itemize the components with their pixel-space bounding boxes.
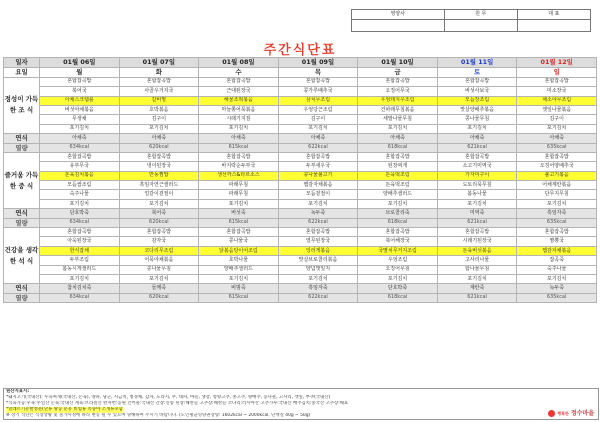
dessert-cell: 아채죽 <box>119 134 199 143</box>
dish-row <box>4 115 597 124</box>
dish-cell: 짬뽕국 <box>517 237 597 246</box>
dish-cell: 숙주나물 <box>517 265 597 274</box>
dessert-cell: 녹두죽 <box>278 209 358 218</box>
dish-cell: 돈육버섯볶음 <box>437 246 517 255</box>
dish-cell: 혼합잡곡밥 <box>40 228 120 237</box>
dish-cell: 건파래무침볶음 <box>358 105 438 114</box>
dish-cell: 함나물무침 <box>437 265 517 274</box>
dish-cell: 포기김치 <box>40 274 120 283</box>
dish-cell: 바지락순두부국 <box>199 162 279 171</box>
dish-cell: 잡곡죽 <box>517 256 597 265</box>
dish-row <box>4 199 597 208</box>
dish-cell: 포기김치 <box>40 199 120 208</box>
dessert-cell: 아채죽 <box>278 134 358 143</box>
dish-cell: 어묵야채볶음 <box>119 256 199 265</box>
dessert-cell: 녹두죽 <box>517 284 597 293</box>
dish-cell: 양배추샐러드 <box>199 265 279 274</box>
dessert-cell: 들깨죽 <box>119 284 199 293</box>
dish-cell: 한식잡채 <box>40 246 120 255</box>
dish-cell: 혼합잡곡밥 <box>437 152 517 161</box>
dish-cell: 포기김치 <box>199 199 279 208</box>
dessert-cell: 단호박죽 <box>40 209 120 218</box>
dish-cell: 혼합잡곡밥 <box>199 77 279 86</box>
kcal-cell: 634kcal <box>40 293 120 302</box>
dish-cell: 무생채 <box>40 115 120 124</box>
dish-row <box>4 228 597 237</box>
dish-cell: 마늘쫑어묵볶음 <box>199 105 279 114</box>
dish-cell: 포기김치 <box>437 199 517 208</box>
dish-cell: 북어국 <box>40 87 120 96</box>
dessert-cell: 버섯죽 <box>199 209 279 218</box>
dish-cell: 혼합잡곡밥 <box>278 77 358 86</box>
dish-cell: 모듬쌈조림 <box>40 181 120 190</box>
dish-cell: 포기김치 <box>358 274 438 283</box>
dish-cell: 불고기볶음 <box>517 171 597 180</box>
weekly-menu-table <box>3 57 597 303</box>
dish-cell: 호박볶음 <box>119 105 199 114</box>
weekday-cell: 금 <box>358 67 438 77</box>
dish-cell: 우엉돼지우조림 <box>358 96 438 105</box>
dish-cell: 혼합잡곡밥 <box>278 228 358 237</box>
dish-cell: 얼갈이겉절이 <box>119 190 199 199</box>
dish-cell: 콩가루배추국 <box>278 87 358 96</box>
header-label: 일자 <box>4 58 40 68</box>
dish-cell: 미소장국 <box>517 87 597 96</box>
dish-cell: 맛살브로콜리볶음 <box>278 256 358 265</box>
kcal-row <box>4 218 597 227</box>
dish-row <box>4 246 597 255</box>
dish-row <box>4 237 597 246</box>
dish-cell: 혼합잡곡밥 <box>437 228 517 237</box>
dish-cell: 포기김치 <box>437 274 517 283</box>
dish-row <box>4 265 597 274</box>
dish-cell: 김구이 <box>119 115 199 124</box>
kcal-label: 열량 <box>4 293 40 302</box>
dish-cell: 포기김치 <box>278 199 358 208</box>
origin-title: 원산지표시: <box>6 389 29 394</box>
kcal-cell: 635kcal <box>517 293 597 302</box>
page-title: 주간식단표 <box>263 43 337 58</box>
dish-cell: 김구이 <box>278 115 358 124</box>
date-cell: 01월 07일 <box>119 58 199 68</box>
dish-cell: 양념깻잎지 <box>278 265 358 274</box>
dish-cell: 아욱된장국 <box>40 237 120 246</box>
dish-cell: 버섯야채볶음 <box>40 105 120 114</box>
dish-cell: 시래기지짐 <box>199 115 279 124</box>
footnote: ※ 상기 식단은 식장상황 및 물가사정에 따라 변동 될 수 있으며 양해하여 주시기 바랍니다. (노인평균영양권장량: 1602kcal ~ 2000kcal, 단백질 40g ~ 50g) <box>6 413 311 418</box>
dish-cell: 버섯사보국 <box>437 87 517 96</box>
dish-cell: 해물조떡볶음 <box>199 96 279 105</box>
kcal-cell: 622kcal <box>278 293 358 302</box>
approval-sign-cell <box>517 20 590 32</box>
dish-cell: 포기김치 <box>199 274 279 283</box>
dish-cell: 혼합잡곡밥 <box>358 77 438 86</box>
approval-sign-cell <box>444 20 517 32</box>
dish-row <box>4 256 597 265</box>
logo-mark: 행복한 <box>557 410 569 416</box>
dessert-cell: 아채죽 <box>358 134 438 143</box>
dish-cell: 우엉당근조림 <box>278 105 358 114</box>
dish-cell: 콩나물국 <box>199 237 279 246</box>
dish-cell: 감자국 <box>119 237 199 246</box>
dessert-cell: 아채죽 <box>40 134 120 143</box>
dish-cell: 시래기된장국 <box>437 237 517 246</box>
dish-cell: 포기김치 <box>437 124 517 133</box>
dish-cell: 돈육김치볶음 <box>40 171 120 180</box>
dish-cell: 고사리나물 <box>437 256 517 265</box>
dish-cell: 두부조림 <box>40 256 120 265</box>
dish-cell: 봄동나물 <box>437 190 517 199</box>
dish-cell: 포기김치 <box>119 124 199 133</box>
dessert-cell: 아채죽 <box>517 134 597 143</box>
dessert-row <box>4 284 597 293</box>
dish-cell: 혼합잡곡밥 <box>517 77 597 86</box>
dish-cell: 국멸치무거지조림 <box>358 246 438 255</box>
header-row <box>4 58 597 68</box>
dish-cell: 사골우거지국 <box>119 87 199 96</box>
date-cell: 01월 11일 <box>437 58 517 68</box>
kcal-cell: 620kcal <box>119 218 199 227</box>
dish-cell: 근대된장국 <box>199 87 279 96</box>
dessert-cell: 브로콜리죽 <box>358 209 438 218</box>
meal-section-label: 정성이 가득한 조 식 <box>4 77 40 133</box>
dish-cell: 소고기미역국 <box>437 162 517 171</box>
dessert-cell: 단호박죽 <box>358 284 438 293</box>
day-row <box>4 67 597 77</box>
dish-cell: 된장찌개 <box>358 162 438 171</box>
dish-row <box>4 171 597 180</box>
dish-cell: 혼합잡곡밥 <box>119 152 199 161</box>
dish-cell: 포기김치 <box>517 124 597 133</box>
dish-cell: 양배추샐러드 <box>358 190 438 199</box>
dish-cell: 혼합잡곡밥 <box>119 228 199 237</box>
supplier-line: *식육가공:우육:우일산 돈육:국내산 계육:브라질산 완자번:동원 건어물:국내산 간장:신송 된장:해찬들 고추장:해찬들 코다리:러시아산 고추가루:국내산 배추김치:중국산 고추장:해표 <box>6 401 349 406</box>
dish-cell: 포기김치 <box>278 124 358 133</box>
dish-cell: 냉이된장국 <box>119 162 199 171</box>
dish-cell: 햄감자채볶음 <box>278 181 358 190</box>
dish-cell: 혼합잡곡밥 <box>119 77 199 86</box>
dish-cell: 돈육떡조림 <box>358 171 438 180</box>
dish-row <box>4 124 597 133</box>
dish-cell: 돈육떡조림 <box>358 181 438 190</box>
dish-cell: 모듬장조림 <box>437 96 517 105</box>
dish-cell: 오징어양배추국 <box>517 162 597 171</box>
weekday-cell: 일 <box>517 67 597 77</box>
dish-cell: 북어해장국 <box>358 237 438 246</box>
approval-box <box>351 9 591 32</box>
dish-cell: 코다리무조림 <box>119 246 199 255</box>
dish-cell: 혼합잡곡밥 <box>199 152 279 161</box>
kcal-cell: 635kcal <box>517 218 597 227</box>
kcal-cell: 622kcal <box>278 218 358 227</box>
date-cell: 01월 09일 <box>278 58 358 68</box>
dessert-label: 연식 <box>4 209 40 218</box>
dish-row <box>4 77 597 86</box>
allergy-text: *알레르기유발성분(난류 땅콩 분유 비빔류 복숭아 조개류포함 <box>6 407 123 412</box>
weekday-cell: 토 <box>437 67 517 77</box>
dish-cell: 오징어무국 <box>358 87 438 96</box>
dish-cell: 콩나물불고기 <box>278 171 358 180</box>
dish-cell: 잉러게볶음 <box>278 246 358 255</box>
dish-row <box>4 152 597 161</box>
notes-box <box>3 388 599 420</box>
dish-cell: 혼합잡곡밥 <box>40 77 120 86</box>
kcal-cell: 620kcal <box>119 143 199 152</box>
dish-cell: 혼합잡곡밥 <box>199 228 279 237</box>
kcal-cell: 621kcal <box>437 143 517 152</box>
kcal-cell: 634kcal <box>40 218 120 227</box>
dish-cell: 채소야무조림 <box>517 96 597 105</box>
dish-row <box>4 105 597 114</box>
logo-text: 정수마을 <box>570 410 594 417</box>
dessert-label: 연식 <box>4 134 40 143</box>
dish-cell: 혼합잡곡밥 <box>517 228 597 237</box>
dessert-cell: 흑임자죽 <box>517 209 597 218</box>
kcal-cell: 622kcal <box>278 143 358 152</box>
dish-cell: 우엉조림 <box>358 256 438 265</box>
kcal-label: 열량 <box>4 143 40 152</box>
dessert-cell: 비빔죽 <box>199 284 279 293</box>
dish-cell: 도토리묵무침 <box>437 181 517 190</box>
dish-cell: 아채스크램블 <box>40 96 120 105</box>
dish-cell: 생선까스&타르소스 <box>199 171 279 180</box>
logo <box>548 408 594 417</box>
dish-cell: 김구이 <box>517 115 597 124</box>
dish-cell: 혼합잡곡밥 <box>358 228 438 237</box>
dessert-row <box>4 134 597 143</box>
dish-cell: 혼합잡곡밥 <box>358 152 438 161</box>
dish-cell: 반동찜밥 <box>119 171 199 180</box>
kcal-cell: 620kcal <box>119 293 199 302</box>
meal-section-label: 즐거움 가득한 중 식 <box>4 152 40 208</box>
dessert-row <box>4 209 597 218</box>
date-cell: 01월 08일 <box>199 58 279 68</box>
dish-cell: 포기김치 <box>517 199 597 208</box>
dish-cell: 삼치무조림 <box>278 96 358 105</box>
dish-cell: 어채계란볶음 <box>517 181 597 190</box>
approval-header-staff: 원 무 <box>444 10 517 20</box>
kcal-cell: 634kcal <box>40 143 120 152</box>
kcal-cell: 635kcal <box>517 143 597 152</box>
dish-cell: 혼합잡곡밥 <box>40 152 120 161</box>
meal-section-label: 건강을 생각한 석 식 <box>4 228 40 284</box>
kcal-cell: 618kcal <box>358 293 438 302</box>
dish-cell: 포기김치 <box>119 199 199 208</box>
date-cell: 01월 10일 <box>358 58 438 68</box>
dish-cell: 파래무침 <box>199 190 279 199</box>
dish-cell: 갈비찜 <box>119 96 199 105</box>
dish-cell: 콩나물무침 <box>437 115 517 124</box>
date-cell: 01월 06일 <box>40 58 120 68</box>
dessert-cell: 미역죽 <box>437 209 517 218</box>
dessert-cell: 북어죽 <box>119 209 199 218</box>
dessert-label: 연식 <box>4 284 40 293</box>
dish-cell: 세발나물무침 <box>358 115 438 124</box>
dish-cell: 콩나물무침 <box>119 265 199 274</box>
dish-cell: 흑임자연근샐러드 <box>119 181 199 190</box>
dish-cell: 햄감자채볶음 <box>517 246 597 255</box>
weekday-cell: 목 <box>278 67 358 77</box>
dish-cell: 포기김치 <box>358 199 438 208</box>
dish-row <box>4 87 597 96</box>
kcal-cell: 618kcal <box>358 143 438 152</box>
dish-cell: 맛살양배추볶음 <box>437 105 517 114</box>
dish-row <box>4 181 597 190</box>
dish-cell: 유부무국 <box>40 162 120 171</box>
dish-cell: 포기김치 <box>358 124 438 133</box>
dish-row <box>4 274 597 283</box>
dish-cell: 포기김치 <box>40 124 120 133</box>
day-label: 요일 <box>4 67 40 77</box>
dessert-cell: 흑임자죽 <box>278 284 358 293</box>
kcal-cell: 621kcal <box>437 293 517 302</box>
dish-cell: 혼합잡곡밥 <box>278 152 358 161</box>
approval-header-ceo: 대 표 <box>517 10 590 20</box>
dish-cell: 봄동시게샐러드 <box>40 265 120 274</box>
dessert-cell: 참치김치죽 <box>40 284 120 293</box>
dish-cell: 혼합잡곡밥 <box>437 77 517 86</box>
dish-cell: 숙주나물 <box>40 190 120 199</box>
dish-cell: 포기김치 <box>199 124 279 133</box>
dish-cell: 포기김치 <box>278 274 358 283</box>
approval-sign-cell <box>352 20 445 32</box>
weekday-cell: 수 <box>199 67 279 77</box>
dish-row <box>4 162 597 171</box>
logo-icon <box>548 410 555 417</box>
dessert-cell: 아채죽 <box>199 134 279 143</box>
kcal-row <box>4 143 597 152</box>
weekday-cell: 화 <box>119 67 199 77</box>
dish-cell: 오징어무침 <box>358 265 438 274</box>
kcal-cell: 615kcal <box>199 218 279 227</box>
dish-cell: 단무지무침 <box>517 190 597 199</box>
kcal-label: 열량 <box>4 218 40 227</box>
kcal-cell: 615kcal <box>199 293 279 302</box>
dish-cell: 포기김치 <box>119 274 199 283</box>
dish-cell: 포기김치 <box>517 274 597 283</box>
kcal-cell: 615kcal <box>199 143 279 152</box>
dish-row <box>4 96 597 105</box>
dish-row <box>4 190 597 199</box>
kcal-row <box>4 293 597 302</box>
dish-cell: 닭볶음탕이어조림 <box>199 246 279 255</box>
dish-cell: 호박나물 <box>199 256 279 265</box>
dish-cell: 열무된장국 <box>278 237 358 246</box>
dish-cell: 모듬겉절이 <box>278 190 358 199</box>
dish-cell: 파래무침 <box>199 181 279 190</box>
dessert-cell: 계란죽 <box>437 284 517 293</box>
dessert-cell: 아채죽 <box>437 134 517 143</box>
dish-cell: 깻잎나물볶음 <box>517 105 597 114</box>
kcal-cell: 621kcal <box>437 218 517 227</box>
kcal-cell: 618kcal <box>358 218 438 227</box>
weekday-cell: 월 <box>40 67 120 77</box>
origin-line: *돼지고기(국내산): 우육찌개(국내산, 돈육), 양파, 당근, 시금치, 청경채, 감자, 도라지, 무, 대파, 마늘, 생강, 청양고추, 홍고추, 양배추, 콩나물, 고사리, 깻잎, 부추(국내산) <box>6 395 331 400</box>
dish-cell: 가자미구이 <box>437 171 517 180</box>
date-cell: 01월 12일 <box>517 58 597 68</box>
dish-cell: 두부새우국 <box>278 162 358 171</box>
dish-cell: 혼합잡곡밥 <box>517 152 597 161</box>
approval-header-nutritionist: 영양사 <box>352 10 445 20</box>
